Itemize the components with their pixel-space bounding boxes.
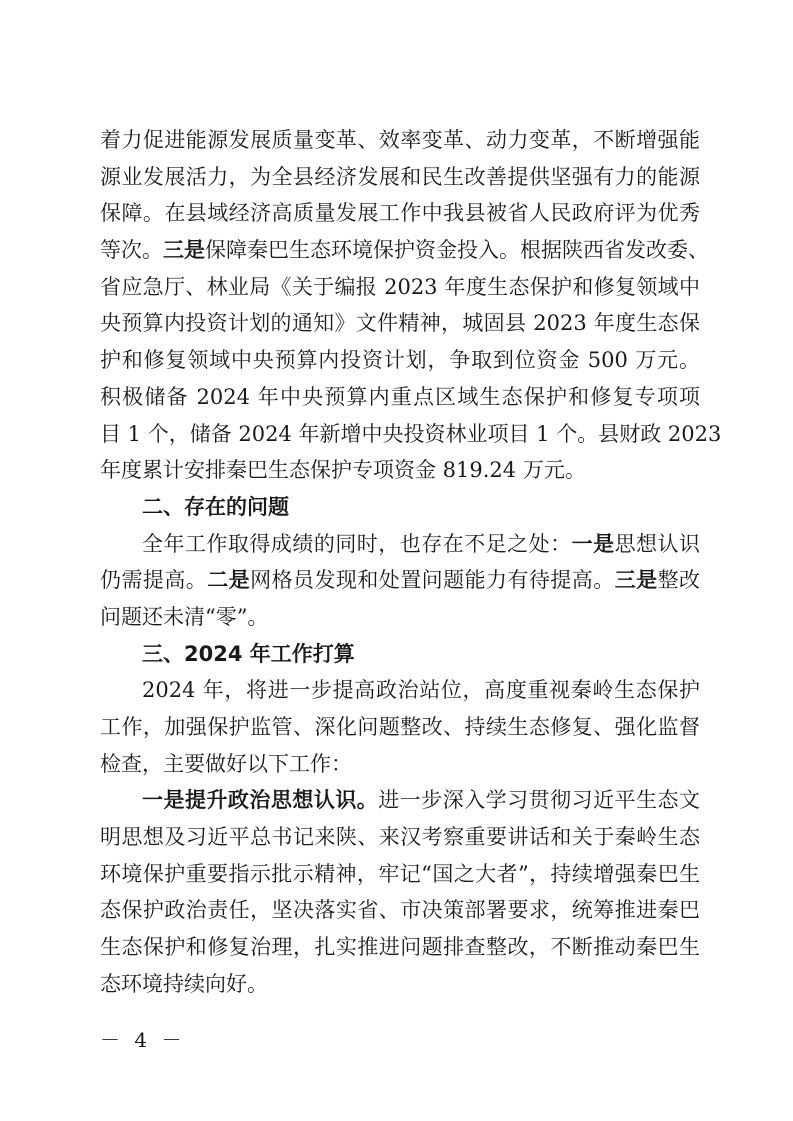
text-line: 央预算内投资计划的通知》文件精神，城固县 2023 年度生态保 [100, 311, 700, 336]
section-heading-work-plan: 三、2024 年工作打算 [142, 641, 355, 666]
document-body [100, 122, 722, 1003]
paragraph-political-awareness [100, 782, 700, 1002]
bold-marker: 二是 [207, 568, 251, 593]
text-line: 年度累计安排秦巴生态保护专项资金 819.24 万元。 [100, 458, 586, 483]
bold-marker: 三是 [163, 238, 205, 263]
text-line: 问题还未清“零”。 [100, 604, 269, 629]
text-line: 2024 年，将进一步提高政治站位，高度重视秦岭生态保护 [142, 678, 700, 703]
text-line: 保障。在县域经济高质量发展工作中我县被省人民政府评为优秀 [100, 201, 700, 226]
text-line: 仍需提高。二是网格员发现和处置问题能力有待提高。三是整改 [100, 568, 701, 593]
text-line: 工作，加强保护监管、深化问题整改、持续生态修复、强化监督 [100, 715, 700, 739]
text-line: 全年工作取得成绩的同时，也存在不足之处：一是思想认识 [142, 531, 701, 556]
text-line: 等次。三是保障秦巴生态环境保护资金投入。根据陕西省发改委、 [100, 238, 709, 263]
text-line: 积极储备 2024 年中央预算内重点区域生态保护和修复专项项 [100, 384, 700, 409]
paragraph-energy-and-funding [100, 122, 722, 489]
text-line: 生态保护和修复治理，扎实推进问题排查整改，不断推动秦巴生 [100, 935, 700, 960]
text-line: 环境保护重要指示批示精神，牢记“国之大者”，持续增强秦巴生 [100, 861, 700, 886]
text-line: 一是提升政治思想认识。进一步深入学习贯彻习近平生态文 [142, 788, 700, 813]
page-number: － 4 － [100, 1028, 186, 1052]
section-heading-problems: 二、存在的问题 [142, 494, 289, 519]
text-line: 态保护政治责任，坚决落实省、市决策部署要求，统筹推进秦巴 [100, 898, 700, 923]
paragraph-plan-intro [100, 672, 700, 782]
paragraph-problems [100, 526, 700, 636]
bold-marker: 一是提升政治思想认识。 [142, 788, 379, 813]
text-line: 检查，主要做好以下工作： [100, 751, 352, 776]
text-line: 目 1 个，储备 2024 年新增中央投资林业项目 1 个。县财政 2023 [100, 421, 722, 446]
bold-marker: 一是 [571, 531, 615, 556]
bold-marker: 三是 [614, 568, 658, 593]
text-line: 态环境持续向好。 [100, 971, 268, 996]
text-line: 源业发展活力，为全县经济发展和民生改善提供坚强有力的能源 [100, 164, 700, 189]
text-line: 明思想及习近平总书记来陕、来汉考察重要讲话和关于秦岭生态 [100, 825, 700, 850]
text-line: 着力促进能源发展质量变革、效率变革、动力变革，不断增强能 [100, 128, 700, 152]
text-line: 护和修复领域中央预算内投资计划，争取到位资金 500 万元。 [100, 348, 700, 373]
text-line: 省应急厅、林业局《关于编报 2023 年度生态保护和修复领域中 [100, 274, 700, 299]
